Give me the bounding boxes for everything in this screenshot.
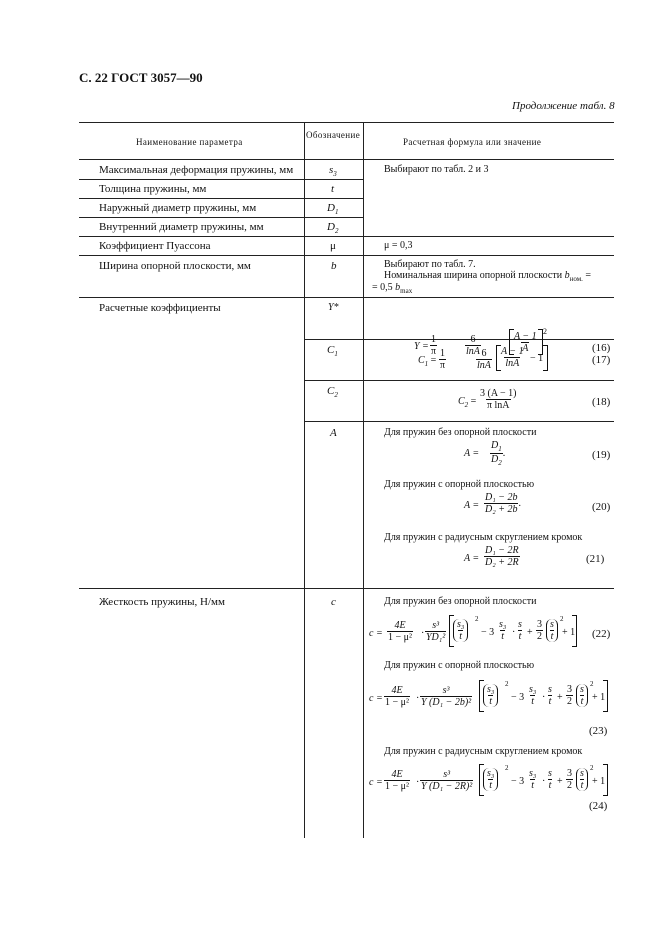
formula-21-frac: $\frac{\text{D₁ − 2R}}{\text{D₂ + 2R}}$ [485, 545, 519, 568]
param-name: Максимальная деформация пружины, мм [99, 164, 294, 176]
formula-24-bracket-body: $\frac{\text{s₃}}{t}$ 2 − 3 $\frac{\text{s₃}}{t}$ · $\frac{s}{t}$ + $\frac{3}{2}$ $\frac{s}{t}$ 2 + 1 [479, 764, 608, 796]
formula-23-number: (23) [589, 725, 608, 737]
formula-17-lhs: $C_1$ = [418, 355, 437, 368]
row-rule [304, 380, 614, 381]
formula-20-frac: $\frac{\text{D₁ − 2b}}{\text{D₂ + 2b}}$ . [485, 492, 521, 515]
header-bottom-rule [79, 159, 614, 160]
formula-23-frac2: $\frac{\text{s³}}{\text{Y (D₁ − 2b)²}}$ [421, 685, 472, 708]
param-name: Ширина опорной плоскости, мм [99, 260, 251, 272]
formula-24-number: (24) [589, 800, 608, 812]
formula-23-bracket-body: $\frac{\text{s₃}}{t}$ 2 − 3 $\frac{\text{s₃}}{t}$ · $\frac{s}{t}$ + $\frac{3}{2}$ $\frac{s}{t}$ 2 + 1 [479, 680, 608, 712]
row-rule [79, 179, 364, 180]
formula-18-number: (18) [592, 396, 611, 408]
formula-22-dot: · [421, 628, 425, 639]
row-rule [79, 217, 364, 218]
column-header-name: Наименование параметра [136, 137, 243, 147]
formula-17-frac1: $\frac{1}{\pi}$ [440, 348, 446, 371]
formula-24-frac1: $\frac{4E}{\text{1 − μ²}}$ [385, 769, 409, 792]
formula-16-frac2: $\frac{6}{\ln A}$ [466, 334, 480, 357]
param-value-line: Выбирают по табл. 7. [384, 259, 476, 270]
formula-16-number: (16) [592, 342, 611, 354]
formula-19-frac: $\frac{D_1}{D_2}$ . [491, 440, 506, 467]
page-header: С. 22 ГОСТ 3057—90 [79, 70, 203, 85]
param-symbol: $D_1$ [327, 202, 339, 217]
table-top-rule [79, 122, 614, 123]
formula-17-bracket: $\frac{A - 1}{\ln A}$ − 1 [496, 345, 548, 371]
column-header-symbol: Обозначение [306, 130, 361, 140]
formula-20-lhs: A = [464, 500, 480, 511]
param-value: μ = 0,3 [384, 240, 413, 251]
formula-16-bracket: $\frac{A - 1}{A}$ [509, 329, 543, 355]
formula-16-frac1: $\frac{1}{\pi}$ [431, 334, 437, 357]
formula-18-frac: $\frac{3 (A - 1)}{\text{π lnA}}$ [480, 388, 517, 411]
row-rule [79, 198, 364, 199]
param-symbol: μ [330, 240, 336, 252]
param-symbol: $C_2$ [327, 385, 338, 400]
param-name: Коэффициент Пуассона [99, 240, 211, 252]
param-name: Наружный диаметр пружины, мм [99, 202, 257, 214]
param-symbol: b [331, 260, 337, 272]
case-label: Для пружин с опорной плоскостью [384, 479, 535, 490]
formula-24-dot: · [416, 777, 420, 788]
row-rule [304, 421, 614, 422]
formula-16-power: 2 [543, 327, 547, 336]
formula-22-frac1: $\frac{4E}{\text{1 − μ²}}$ [388, 620, 412, 643]
row-rule [79, 588, 614, 589]
param-value: Выбирают по табл. 2 и 3 [384, 164, 489, 175]
case-label: Для пружин с радиусным скруглением кромок [384, 746, 583, 757]
formula-23-frac1: $\frac{4E}{\text{1 − μ²}}$ [385, 685, 409, 708]
formula-21-number: (21) [586, 553, 605, 565]
param-symbol: $C_1$ [327, 344, 338, 359]
param-symbol: $s_3$ [329, 164, 337, 179]
formula-22-bracket-body: $\frac{\text{s₃}}{t}$ 2 − 3 $\frac{\text{s₃}}{t}$ · $\frac{s}{t}$ + $\frac{3}{2}$ $\frac{s}{t}$ 2 + 1 [449, 615, 577, 647]
formula-19-number: (19) [592, 449, 611, 461]
param-name: Жесткость пружины, Н/мм [99, 596, 225, 608]
formula-22-number: (22) [592, 628, 611, 640]
formula-17-frac2: $\frac{6}{\ln A}$ [477, 348, 491, 371]
case-label: Для пружин без опорной плоскости [384, 596, 537, 607]
table-continuation-label: Продолжение табл. 8 [512, 100, 615, 112]
param-name: Внутренний диаметр пружины, мм [99, 221, 264, 233]
formula-19-lhs: A = [464, 448, 480, 459]
formula-20-number: (20) [592, 501, 611, 513]
formula-24-lhs: c = [369, 777, 383, 788]
row-rule [304, 339, 614, 340]
param-name: Толщина пружины, мм [99, 183, 207, 195]
param-symbol: Y* [328, 302, 339, 313]
param-name: Расчетные коэффициенты [99, 302, 221, 314]
formula-22-frac2: $\frac{\text{s³}}{\text{YD₁²}}$ [426, 620, 446, 643]
formula-23-dot: · [416, 693, 420, 704]
row-rule [79, 236, 614, 237]
formula-16-lhs: Y = [414, 341, 429, 352]
column-header-formula: Расчетная формула или значение [403, 137, 542, 147]
param-value-line: = 0,5 $b_{max}$ [372, 282, 413, 295]
formula-23-lhs: c = [369, 693, 383, 704]
formula-21-lhs: A = [464, 553, 480, 564]
param-symbol: $D_2$ [327, 221, 339, 236]
param-symbol: A [330, 427, 337, 439]
param-symbol: c [331, 596, 336, 608]
row-rule [79, 255, 614, 256]
col-divider-1 [304, 122, 305, 838]
formula-17-number: (17) [592, 354, 611, 366]
row-rule [79, 297, 614, 298]
param-symbol: t [331, 183, 335, 195]
case-label: Для пружин с радиусным скруглением кромок [384, 532, 583, 543]
case-label: Для пружин без опорной плоскости [384, 427, 537, 438]
case-label: Для пружин с опорной плоскостью [384, 660, 535, 671]
param-value-line: Номинальная ширина опорной плоскости $b_{ном.}$ = [384, 270, 592, 283]
col-divider-2 [363, 122, 364, 838]
formula-24-frac2: $\frac{\text{s³}}{\text{Y (D₁ − 2R)²}}$ [421, 769, 473, 792]
formula-22-lhs: c = [369, 628, 383, 639]
formula-18-lhs: $C_2$ = [458, 396, 477, 409]
